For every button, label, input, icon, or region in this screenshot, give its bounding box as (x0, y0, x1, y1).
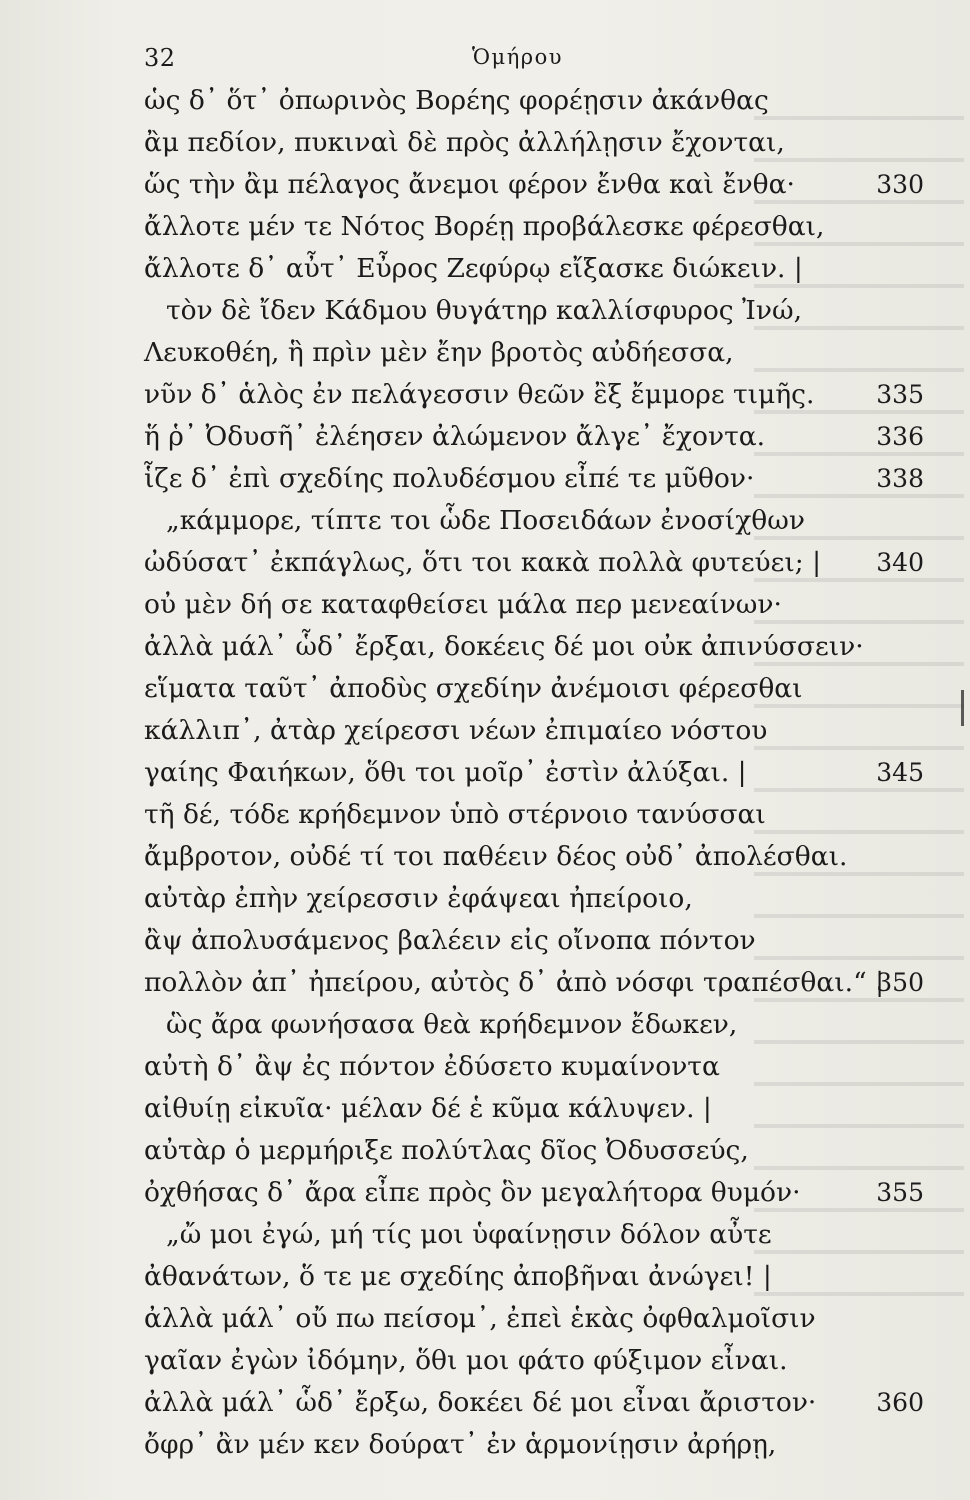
verse-line (144, 206, 924, 248)
verse-text: ἂμ πεδίον, πυκιναὶ δὲ πρὸς ἀλλήλῃσιν ἔχονται, (144, 127, 785, 158)
verse-text: ἄλλοτε μέν τε Νότος Βορέῃ προβάλεσκε φέρεσθαι, (144, 211, 825, 242)
page-number: 32 (144, 44, 176, 72)
verse-text: αὐτὰρ ὁ μερμήριξε πολύτλας δῖος Ὀδυσσεύς, (144, 1135, 749, 1166)
verse-text: Λευκοθέη, ἣ πρὶν μὲν ἔην βροτὸς αὐδήεσσα, (144, 337, 734, 368)
verse-line (144, 1340, 924, 1382)
verse-text: ὣς ἄρα φωνήσασα θεὰ κρήδεμνον ἔδωκεν, (166, 1009, 738, 1040)
verse-line (144, 500, 924, 542)
verse-text: τῆ δέ, τόδε κρήδεμνον ὑπὸ στέρνοιο τανύσσαι (144, 799, 766, 830)
verse-line (144, 1298, 924, 1340)
verse-line (144, 374, 924, 416)
verse-line (144, 920, 924, 962)
line-number: 350 (876, 968, 924, 997)
verse-line (144, 80, 924, 122)
page-header (144, 44, 924, 80)
verse-text: ὠδύσατ᾽ ἐκπάγλως, ὅτι τοι κακὰ πολλὰ φυτεύει; | (144, 547, 822, 578)
verse-text: τὸν δὲ ἴδεν Κάδμου θυγάτηρ καλλίσφυρος Ἰνώ, (166, 295, 802, 326)
verse-line (144, 1046, 924, 1088)
line-number: 338 (876, 464, 924, 493)
verse-text: ἄλλοτε δ᾽ αὖτ᾽ Εὖρος Ζεφύρῳ εἴξασκε διώκειν. | (144, 253, 803, 284)
verse-text: ἀλλὰ μάλ᾽ ὧδ᾽ ἔρξω, δοκέει δέ μοι εἶναι ἄριστον· (144, 1387, 817, 1418)
line-number: 335 (876, 380, 924, 409)
line-number: 355 (876, 1178, 924, 1207)
verse-line (144, 542, 924, 584)
verse-text: αὐτὰρ ἐπὴν χείρεσσιν ἐφάψεαι ἠπείροιο, (144, 883, 693, 914)
verse-text: οὐ μὲν δή σε καταφθείσει μάλα περ μενεαίνων· (144, 589, 782, 620)
verse-text: ἷζε δ᾽ ἐπὶ σχεδίης πολυδέσμου εἶπέ τε μῦθον· (144, 463, 755, 494)
verse-text: εἵματα ταῦτ᾽ ἀποδὺς σχεδίην ἀνέμοισι φέρεσθαι (144, 673, 803, 704)
verse-text: αἰθυίῃ εἰκυῖα· μέλαν δέ ἑ κῦμα κάλυψεν. | (144, 1093, 712, 1124)
verse-text: ὀχθήσας δ᾽ ἄρα εἶπε πρὸς ὃν μεγαλήτορα θυμόν· (144, 1177, 801, 1208)
running-title: Ὁμήρου (472, 45, 564, 69)
verse-line (144, 416, 924, 458)
verse-line (144, 122, 924, 164)
verse-text: „ὤ μοι ἐγώ, μή τίς μοι ὑφαίνῃσιν δόλον αὖτε (166, 1219, 772, 1250)
verse-text: νῦν δ᾽ ἁλὸς ἐν πελάγεσσιν θεῶν ἒξ ἔμμορε τιμῆς. (144, 379, 815, 410)
verse-line (144, 290, 924, 332)
verse-block (144, 80, 924, 1466)
verse-text: πολλὸν ἀπ᾽ ἠπείρου, αὐτὸς δ᾽ ἀπὸ νόσφι τραπέσθαι.“ | (144, 967, 884, 998)
verse-text: ἄμβροτον, οὐδέ τί τοι παθέειν δέος οὐδ᾽ ἀπολέσθαι. (144, 841, 848, 872)
verse-text: γαίης Φαιήκων, ὅθι τοι μοῖρ᾽ ἐστὶν ἀλύξαι. | (144, 757, 747, 788)
verse-line (144, 1088, 924, 1130)
verse-line (144, 1130, 924, 1172)
verse-line (144, 1256, 924, 1298)
verse-line (144, 332, 924, 374)
verse-line (144, 1214, 924, 1256)
verse-text: ὥς τὴν ἂμ πέλαγος ἄνεμοι φέρον ἔνθα καὶ ἔνθα· (144, 169, 795, 200)
verse-line (144, 458, 924, 500)
verse-text: ἂψ ἀπολυσάμενος βαλέειν εἰς οἴνοπα πόντον (144, 925, 756, 956)
verse-line (144, 1004, 924, 1046)
line-number: 336 (876, 422, 924, 451)
verse-line (144, 710, 924, 752)
verse-text: κάλλιπ᾽, ἀτὰρ χείρεσσι νέων ἐπιμαίεο νόστου (144, 715, 768, 746)
verse-line (144, 668, 924, 710)
verse-text: ἥ ῥ᾽ Ὀδυσῆ᾽ ἐλέησεν ἀλώμενον ἄλγε᾽ ἔχοντα. (144, 421, 766, 452)
verse-line (144, 584, 924, 626)
verse-text: ὄφρ᾽ ἂν μέν κεν δούρατ᾽ ἐν ἁρμονίῃσιν ἀρήρῃ, (144, 1429, 777, 1460)
verse-line (144, 164, 924, 206)
verse-line (144, 1382, 924, 1424)
verse-line (144, 626, 924, 668)
verse-line (144, 1172, 924, 1214)
verse-text: ἀλλὰ μάλ᾽ ὧδ᾽ ἔρξαι, δοκέεις δέ μοι οὐκ ἀπινύσσειν· (144, 631, 864, 662)
verse-text: αὐτὴ δ᾽ ἂψ ἐς πόντον ἐδύσετο κυμαίνοντα (144, 1051, 720, 1082)
verse-text: „κάμμορε, τίπτε τοι ὧδε Ποσειδάων ἐνοσίχθων (166, 505, 805, 536)
verse-line (144, 878, 924, 920)
verse-text: ἀθανάτων, ὅ τε με σχεδίης ἀποβῆναι ἀνώγει! | (144, 1261, 772, 1292)
verse-line (144, 752, 924, 794)
verse-text: ὡς δ᾽ ὅτ᾽ ὀπωρινὸς Βορέης φορέῃσιν ἀκάνθας (144, 85, 769, 116)
verse-line (144, 1424, 924, 1466)
verse-line (144, 962, 924, 1004)
verse-text: γαῖαν ἐγὼν ἰδόμην, ὅθι μοι φάτο φύξιμον εἶναι. (144, 1345, 788, 1376)
line-number: 345 (876, 758, 924, 787)
line-number: 330 (876, 170, 924, 199)
verse-line (144, 836, 924, 878)
line-number: 340 (876, 548, 924, 577)
verse-text: ἀλλὰ μάλ᾽ οὔ πω πείσομ᾽, ἐπεὶ ἑκὰς ὀφθαλμοῖσιν (144, 1303, 816, 1334)
page-edge-mark (961, 690, 964, 726)
verse-line (144, 794, 924, 836)
verse-line (144, 248, 924, 290)
line-number: 360 (876, 1388, 924, 1417)
